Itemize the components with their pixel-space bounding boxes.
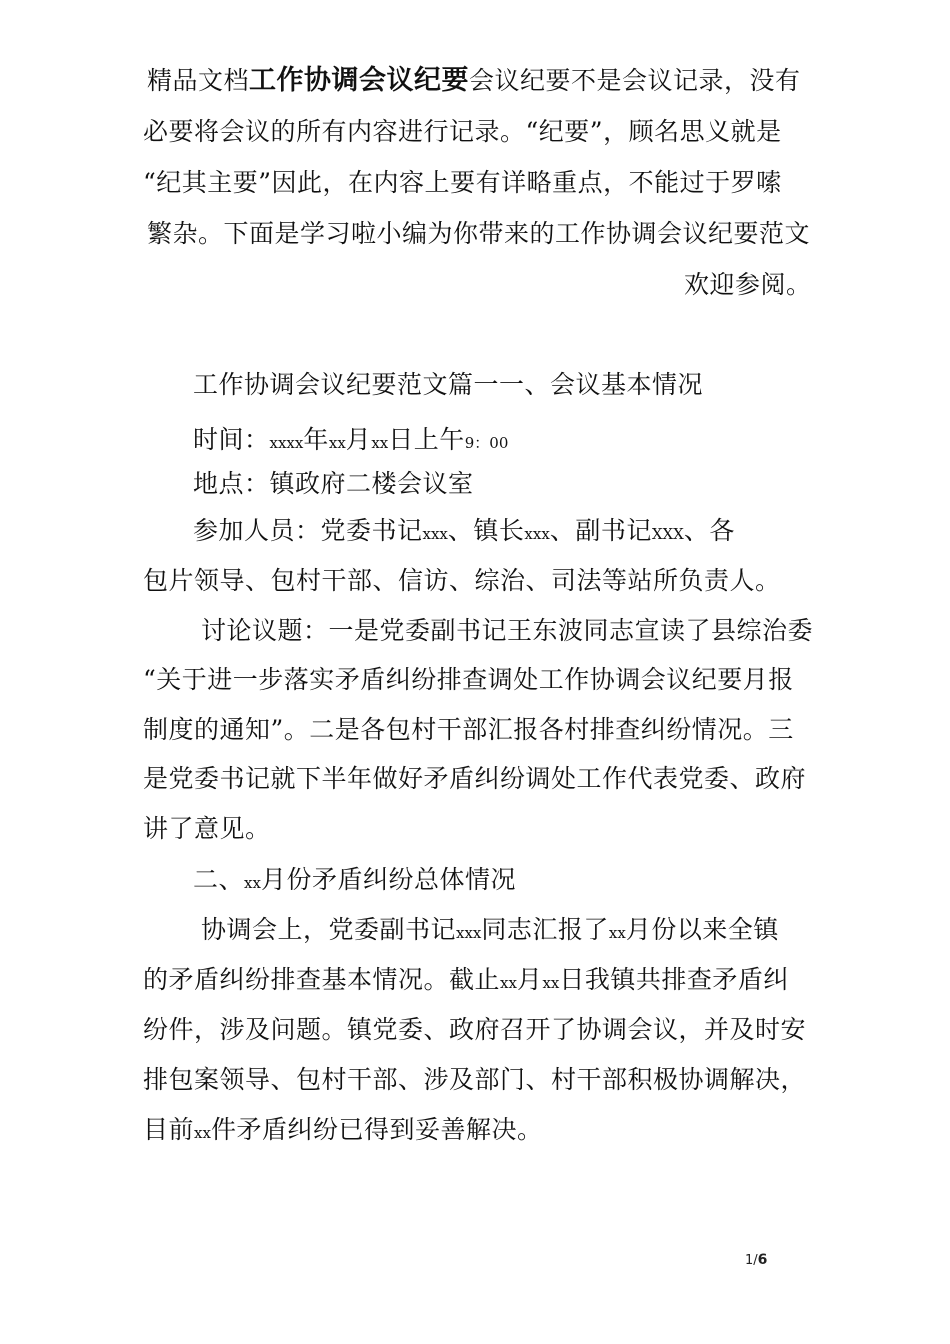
meeting-place: 地点：镇政府二楼会议室 xyxy=(193,469,474,498)
section2-heading-b: 月份矛盾纠纷总体情况 xyxy=(260,865,516,894)
topics-line-3: 制度的通知”。二是各包村干部汇报各村排查纠纷情况。三 xyxy=(143,715,794,744)
summary-5b: 件矛盾纠纷已得到妥善解决。 xyxy=(210,1115,543,1144)
summary-1x1: xxx xyxy=(456,924,482,942)
time-month: xx xyxy=(328,434,346,452)
topics-line-1: 讨论议题：一是党委副书记王东波同志宣读了县综治委 xyxy=(201,616,814,645)
summary-2b: 月 xyxy=(516,965,543,994)
attendees-text-d: 、各 xyxy=(683,516,735,545)
attendees-x1: xxx xyxy=(422,525,448,543)
summary-5a: 目前 xyxy=(143,1115,195,1144)
page-number xyxy=(745,1252,767,1269)
attendees-line-2: 包片领导、包村干部、信访、综治、司法等站所负责人。 xyxy=(143,566,781,595)
intro-line-3: “纪其主要”因此，在内容上要有详略重点，不能过于罗嗦 xyxy=(143,168,782,197)
section2-heading xyxy=(193,863,516,900)
time-yue: 月 xyxy=(345,425,372,454)
topics-line-2: “关于进一步落实矛盾纠纷排查调处工作协调会议纪要月报 xyxy=(143,665,794,694)
doc-title: 工作协调会议纪要 xyxy=(249,65,470,96)
summary-1c: 月份以来全镇 xyxy=(625,915,779,944)
meeting-time xyxy=(193,423,508,460)
summary-2x2: xx xyxy=(542,974,560,992)
summary-1x2: xx xyxy=(608,924,626,942)
attendees-text-a: 参加人员：党委书记 xyxy=(193,516,423,545)
time-nian: 年 xyxy=(303,425,329,454)
summary-line-2 xyxy=(143,963,789,1000)
intro-line-2: 必要将会议的所有内容进行记录。“纪要”，顾名思义就是 xyxy=(143,117,782,146)
intro-line-1-rest: 会议纪要不是会议记录，没有 xyxy=(469,66,801,95)
summary-line-5 xyxy=(143,1113,542,1150)
attendees-x3: XXX xyxy=(651,525,684,543)
attendees-x2: xxx xyxy=(524,525,550,543)
topics-line-5: 讲了意见。 xyxy=(143,814,271,843)
attendees-line-1 xyxy=(193,514,735,551)
time-label: 时间： xyxy=(193,425,270,454)
section1-heading: 工作协调会议纪要范文篇一一、会议基本情况 xyxy=(193,370,704,399)
attendees-text-c: 、副书记 xyxy=(549,516,652,545)
intro-line-1 xyxy=(147,64,801,98)
section2-heading-x: xx xyxy=(244,874,261,892)
attendees-text-b: 、镇长 xyxy=(447,516,525,545)
time-ri: 日上午 xyxy=(388,425,465,454)
page-current: 1/ xyxy=(745,1253,758,1268)
topics-line-4: 是党委书记就下半年做好矛盾纠纷调处工作代表党委、政府 xyxy=(143,764,807,793)
doc-prefix: 精品文档 xyxy=(147,66,250,95)
summary-line-3: 纷件，涉及问题。镇党委、政府召开了协调会议，并及时安 xyxy=(143,1015,807,1044)
summary-line-1 xyxy=(201,913,779,950)
summary-2a: 的矛盾纠纷排查基本情况。截止 xyxy=(143,965,501,994)
time-clock: 9：00 xyxy=(464,434,509,452)
intro-line-4: 繁杂。下面是学习啦小编为你带来的工作协调会议纪要范文 xyxy=(147,219,811,248)
summary-1a: 协调会上，党委副书记 xyxy=(201,915,457,944)
summary-2c: 日我镇共排查矛盾纠 xyxy=(559,965,789,994)
intro-line-5: 欢迎参阅。 xyxy=(684,270,812,299)
summary-5x: xx xyxy=(194,1124,211,1142)
summary-1b: 同志汇报了 xyxy=(481,915,609,944)
time-day: xx xyxy=(371,434,389,452)
section2-heading-a: 二、 xyxy=(193,865,245,894)
page-total: 6 xyxy=(757,1252,768,1268)
time-year: xxxx xyxy=(269,434,304,452)
summary-2x1: xx xyxy=(500,974,517,992)
summary-line-4: 排包案领导、包村干部、涉及部门、村干部积极协调解决， xyxy=(143,1065,807,1094)
